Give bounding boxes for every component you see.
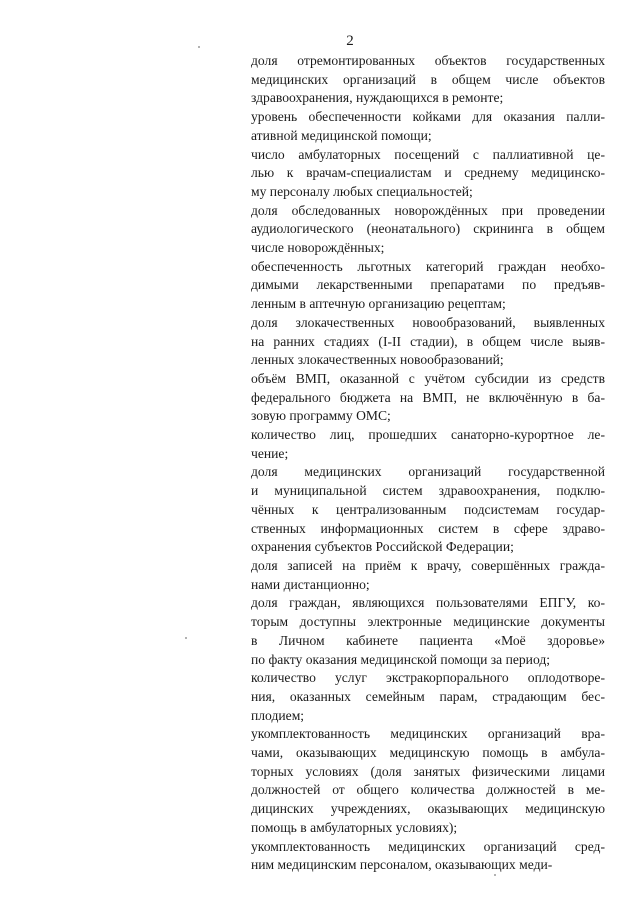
document-paragraph [251, 463, 605, 557]
scan-speck [494, 874, 496, 876]
paragraph-line: уровень обеспеченности койками для оказания палли- [251, 109, 605, 125]
document-paragraph [251, 202, 605, 258]
document-paragraph [251, 146, 605, 202]
document-paragraph [251, 557, 605, 594]
paragraph-line: и муниципальной систем здравоохранения, подклю- [251, 483, 605, 499]
paragraph-line: доля отремонтированных объектов государственных [251, 53, 605, 68]
document-paragraph [251, 370, 605, 426]
paragraph-line: федерального бюджета на ВМП, не включённую в ба- [251, 389, 605, 405]
paragraph-line: плодием; [251, 707, 305, 723]
paragraph-line: чённых к централизованным подсистемам государ- [251, 501, 605, 517]
paragraph-line: доля обследованных новорождённых при проведении [251, 202, 605, 218]
document-paragraph [251, 108, 605, 145]
paragraph-line: ним медицинским персоналом, оказывающих меди- [251, 857, 553, 873]
paragraph-line: ативной медицинской помощи; [251, 127, 432, 143]
paragraph-line: чение; [251, 445, 289, 461]
document-paragraph [251, 314, 605, 370]
paragraph-line: димыми лекарственными препаратами по предъяв- [251, 277, 605, 293]
paragraph-line: ленным в аптечную организацию рецептам; [251, 296, 506, 312]
paragraph-line: числе новорождённых; [251, 240, 385, 256]
paragraph-line: доля медицинских организаций государственной [251, 464, 605, 480]
document-paragraph [251, 426, 605, 463]
paragraph-line: торым доступны электронные медицинские документы [251, 614, 605, 630]
paragraph-line: на ранних стадиях (I-II стадии), в общем числе выяв- [251, 333, 605, 349]
document-paragraph [251, 258, 605, 314]
paragraph-line: объём ВМП, оказанной с учётом субсидии из средств [251, 370, 605, 386]
paragraph-line: помощь в амбулаторных условиях); [251, 819, 458, 835]
paragraph-line: число амбулаторных посещений с паллиативной це- [251, 146, 605, 162]
paragraph-line: количество лиц, прошедших санаторно-курортное ле- [251, 427, 605, 443]
document-body [251, 52, 605, 875]
paragraph-line: му персоналу любых специальностей; [251, 183, 473, 199]
paragraph-line: ленных злокачественных новообразований; [251, 352, 504, 368]
paragraph-line: обеспеченность льготных категорий граждан необхо- [251, 258, 605, 274]
page-number: 2 [346, 33, 354, 49]
paragraph-line: количество услуг экстракорпорального оплодотворе- [251, 670, 605, 686]
paragraph-line: ния, оказанных семейным парам, страдающим бес- [251, 688, 605, 704]
document-paragraph [251, 669, 605, 725]
scan-speck [185, 637, 187, 639]
paragraph-line: охранения субъектов Российской Федерации; [251, 539, 514, 555]
paragraph-line: по факту оказания медицинской помощи за период; [251, 651, 551, 667]
paragraph-line: чами, оказывающих медицинскую помощь в амбула- [251, 745, 605, 761]
paragraph-line: медицинских организаций в общем числе объектов [251, 71, 605, 87]
document-paragraph [251, 838, 605, 875]
paragraph-line: доля граждан, являющихся пользователями ЕПГУ, ко- [251, 595, 605, 611]
paragraph-line: ственных информационных систем в сфере здраво- [251, 520, 605, 536]
document-paragraph [251, 52, 605, 108]
paragraph-line: доля записей на приём к врачу, совершённых гражда- [251, 557, 605, 573]
paragraph-line: зовую программу ОМС; [251, 408, 391, 424]
scan-speck [198, 46, 200, 48]
paragraph-line: должностей от общего количества должностей в ме- [251, 782, 605, 798]
paragraph-line: нами дистанционно; [251, 576, 370, 592]
paragraph-line: доля злокачественных новообразований, выявленных [251, 314, 605, 330]
paragraph-line: дицинских учреждениях, оказывающих медицинскую [251, 801, 605, 817]
paragraph-line: здравоохранения, нуждающихся в ремонте; [251, 90, 504, 106]
paragraph-line: укомплектованность медицинских организаций сред- [251, 838, 605, 854]
paragraph-line: укомплектованность медицинских организаций вра- [251, 726, 605, 742]
document-paragraph [251, 725, 605, 837]
paragraph-line: лью к врачам-специалистам и среднему медицинско- [251, 165, 605, 181]
document-paragraph [251, 594, 605, 669]
paragraph-line: торных условиях (доля занятых физическими лицами [251, 763, 605, 779]
paragraph-line: в Личном кабинете пациента «Моё здоровье» [251, 632, 605, 648]
paragraph-line: аудиологического (неонатального) скрининга в общем [251, 221, 605, 237]
